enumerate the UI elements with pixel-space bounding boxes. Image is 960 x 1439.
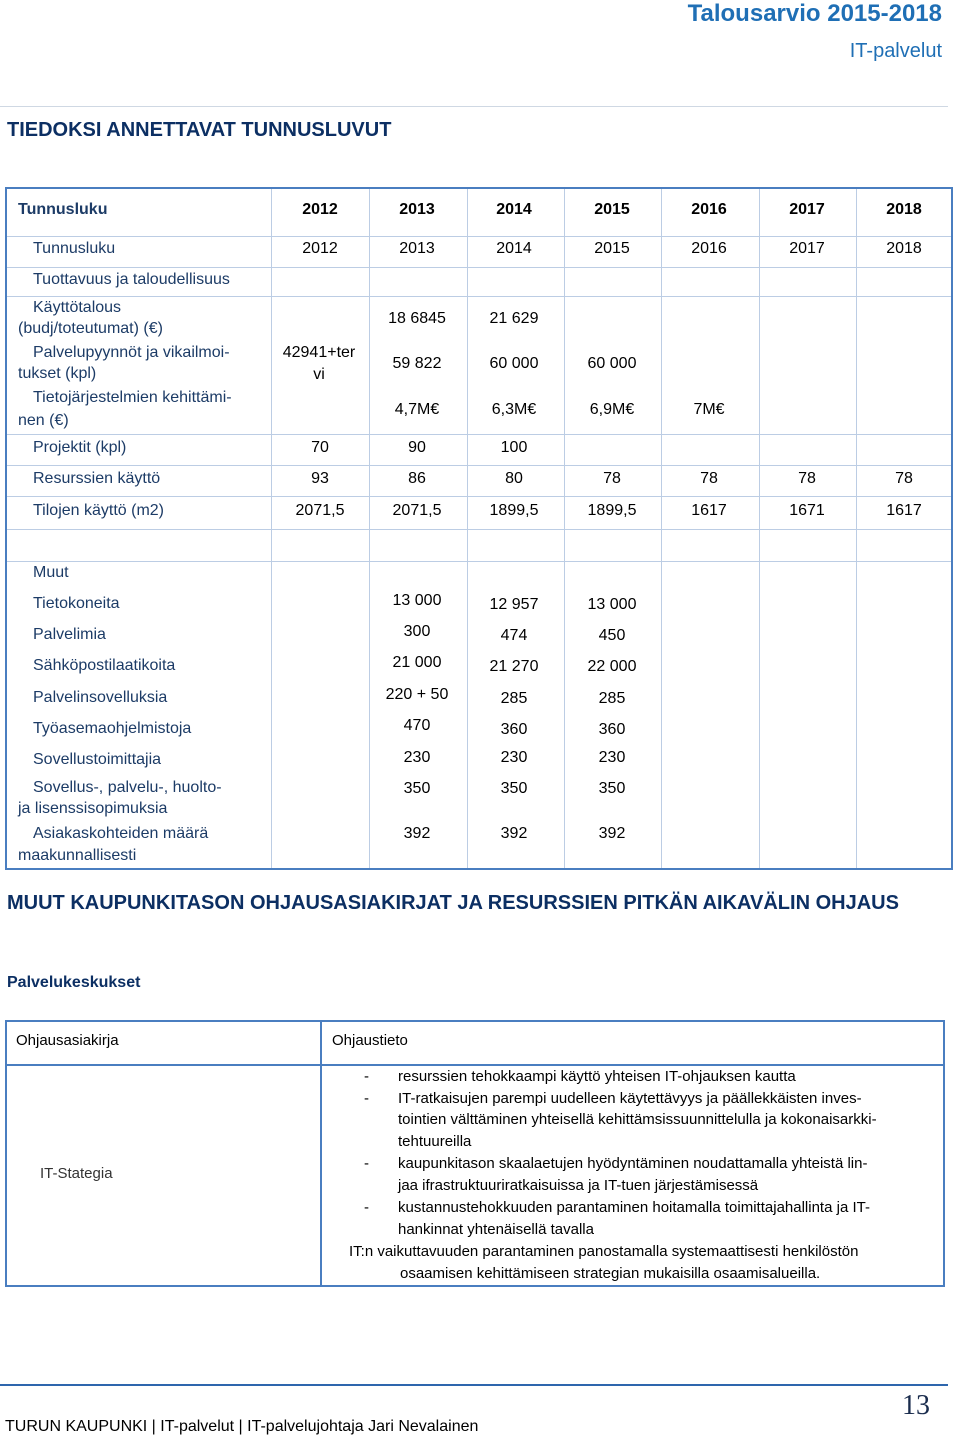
cell-value: 6,9M€ <box>589 401 635 418</box>
year-2012: 2012 <box>302 201 338 218</box>
footer-divider <box>0 1384 948 1386</box>
cell-value: 350 <box>403 780 431 797</box>
closing-text: IT:n vaikuttavuuden parantaminen panostamalla systemaattisesti henkilöstön <box>349 1243 859 1260</box>
group-label: Muut <box>33 564 69 581</box>
year-2016: 2016 <box>691 201 727 218</box>
cell-value: 70 <box>311 439 329 456</box>
cell-value: 42941+ter <box>282 344 356 361</box>
footer-text: TURUN KAUPUNKI | IT-palvelut | IT-palvelujohtaja Jari Nevalainen <box>5 1418 479 1435</box>
row-label: Käyttötalous <box>33 299 122 316</box>
cell-value: vi <box>313 366 325 383</box>
bullet-text: hankinnat yhtenäisellä tavalla <box>398 1221 594 1238</box>
cell-value: 230 <box>500 749 528 766</box>
row-label: nen (€) <box>18 412 69 429</box>
year-2018: 2018 <box>886 201 922 218</box>
subheader-year: 2012 <box>302 240 338 257</box>
row-label: Resurssien käyttö <box>33 470 161 487</box>
cell-value: 285 <box>598 690 626 707</box>
header-divider <box>0 106 948 107</box>
bullet-text: tehtuureilla <box>398 1133 472 1150</box>
cell-value: 1899,5 <box>489 502 539 519</box>
year-2017: 2017 <box>789 201 825 218</box>
cell-value: 21 629 <box>489 310 539 327</box>
bullet-text: kustannustehokkuuden parantaminen hoitamalla toimittajahallinta ja IT- <box>398 1199 870 1216</box>
subheader-year: 2013 <box>399 240 435 257</box>
closing-text: osaamisen kehittämiseen strategian mukaisilla osaamisalueilla. <box>400 1265 821 1282</box>
cell-value: 300 <box>403 623 431 640</box>
group-label: Tuottavuus ja taloudellisuus <box>33 271 230 288</box>
bullet-text: tointien välttäminen yhteisellä kehittämsissuunnittelulla ja kokonaisarkki- <box>398 1111 877 1128</box>
row-label: maakunnallisesti <box>18 847 137 864</box>
bullet-text: IT-ratkaisujen parempi uudelleen käytettävyys ja päällekkäisten inves- <box>398 1090 862 1107</box>
row-label: tukset (kpl) <box>18 365 97 382</box>
section-subtitle: Palvelukeskukset <box>7 974 141 991</box>
cell-value: 392 <box>403 825 431 842</box>
cell-value: 60 000 <box>489 355 539 372</box>
document-subtitle: IT-palvelut <box>849 40 942 62</box>
row-label: Tietojärjestelmien kehittämi- <box>33 389 232 406</box>
row-label: Tilojen käyttö (m2) <box>33 502 164 519</box>
cell-value: 350 <box>500 780 528 797</box>
cell-value: 12 957 <box>489 596 539 613</box>
cell-value: 21 270 <box>489 658 539 675</box>
cell-value: 1617 <box>886 502 922 519</box>
cell-value: 93 <box>311 470 329 487</box>
cell-value: 2071,5 <box>295 502 345 519</box>
document-title: Talousarvio 2015-2018 <box>687 0 942 27</box>
bullet-text: jaa ifrastruktuuriratkaisuissa ja IT-tuen järjestämisessä <box>398 1177 759 1194</box>
document-name: IT-Stategia <box>40 1165 113 1182</box>
row-label: ja lisenssisopimuksia <box>18 800 168 817</box>
row-label: Sovellustoimittajia <box>33 751 162 768</box>
cell-value: 78 <box>798 470 816 487</box>
cell-value: 392 <box>598 825 626 842</box>
cell-value: 78 <box>700 470 718 487</box>
cell-value: 90 <box>408 439 426 456</box>
cell-value: 78 <box>603 470 621 487</box>
section-title: MUUT KAUPUNKITASON OHJAUSASIAKIRJAT JA RESURSSIEN PITKÄN AIKAVÄLIN OHJAUS <box>7 892 899 914</box>
subheader-year: 2017 <box>789 240 825 257</box>
cell-value: 2071,5 <box>392 502 442 519</box>
subheader-year: 2014 <box>496 240 532 257</box>
cell-value: 59 822 <box>392 355 442 372</box>
cell-value: 7M€ <box>693 401 725 418</box>
bullet-dash: - <box>364 1155 369 1172</box>
row-label: Työasemaohjelmistoja <box>33 720 192 737</box>
row-label: (budj/toteutumat) (€) <box>18 320 163 337</box>
row-label: Asiakaskohteiden määrä <box>33 825 209 842</box>
cell-value: 22 000 <box>587 658 637 675</box>
section-title: TIEDOKSI ANNETTAVAT TUNNUSLUVUT <box>7 119 392 141</box>
column-header: Ohjaustieto <box>332 1032 408 1049</box>
cell-value: 21 000 <box>392 654 442 671</box>
year-2014: 2014 <box>496 201 532 218</box>
row-label: Sovellus-, palvelu-, huolto- <box>33 779 222 796</box>
cell-value: 18 6845 <box>388 310 446 327</box>
cell-value: 1899,5 <box>587 502 637 519</box>
cell-value: 392 <box>500 825 528 842</box>
subheader-year: 2015 <box>594 240 630 257</box>
subheader-year: 2018 <box>886 240 922 257</box>
row-label: Projektit (kpl) <box>33 439 127 456</box>
cell-value: 220 + 50 <box>385 686 449 703</box>
row-label: Tietokoneita <box>33 595 120 612</box>
cell-value: 4,7M€ <box>394 401 440 418</box>
cell-value: 100 <box>500 439 528 456</box>
cell-value: 60 000 <box>587 355 637 372</box>
cell-value: 360 <box>598 721 626 738</box>
cell-value: 474 <box>500 627 528 644</box>
cell-value: 230 <box>403 749 431 766</box>
cell-value: 230 <box>598 749 626 766</box>
bullet-text: resurssien tehokkaampi käyttö yhteisen IT-ohjauksen kautta <box>398 1068 796 1085</box>
cell-value: 80 <box>505 470 523 487</box>
cell-value: 470 <box>403 717 431 734</box>
column-header: Ohjausasiakirja <box>16 1032 119 1049</box>
year-2013: 2013 <box>399 201 435 218</box>
cell-value: 78 <box>895 470 913 487</box>
cell-value: 86 <box>408 470 426 487</box>
row-label: Palvelimia <box>33 626 106 643</box>
bullet-dash: - <box>364 1199 369 1216</box>
page-number: 13 <box>902 1390 930 1421</box>
header-label: Tunnusluku <box>18 201 108 218</box>
cell-value: 1671 <box>789 502 825 519</box>
cell-value: 285 <box>500 690 528 707</box>
row-label: Palvelinsovelluksia <box>33 689 168 706</box>
cell-value: 450 <box>598 627 626 644</box>
cell-value: 6,3M€ <box>491 401 537 418</box>
cell-value: 1617 <box>691 502 727 519</box>
subheader-year: 2016 <box>691 240 727 257</box>
bullet-dash: - <box>364 1090 369 1107</box>
bullet-dash: - <box>364 1068 369 1085</box>
cell-value: 13 000 <box>392 592 442 609</box>
row-label: Palvelupyynnöt ja vikailmoi- <box>33 344 230 361</box>
cell-value: 360 <box>500 721 528 738</box>
cell-value: 350 <box>598 780 626 797</box>
year-2015: 2015 <box>594 201 630 218</box>
row-label: Sähköpostilaatikoita <box>33 657 176 674</box>
subheader-label: Tunnusluku <box>33 240 116 257</box>
bullet-text: kaupunkitason skaalaetujen hyödyntäminen noudattamalla yhteistä lin- <box>398 1155 868 1172</box>
cell-value: 13 000 <box>587 596 637 613</box>
